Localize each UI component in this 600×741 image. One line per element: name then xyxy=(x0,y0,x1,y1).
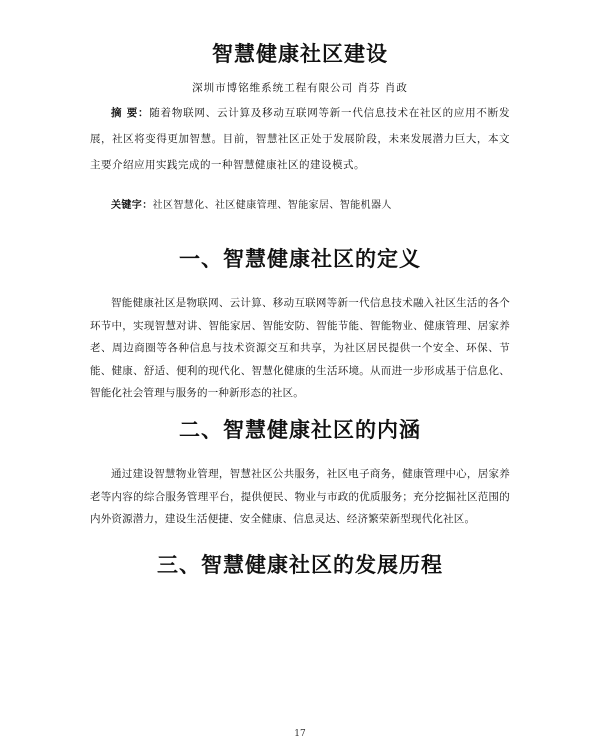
section-heading-definition: 一、智慧健康社区的定义 xyxy=(179,247,421,271)
section-heading-connotation: 二、智慧健康社区的内涵 xyxy=(179,418,421,442)
keywords-label: 关键字： xyxy=(111,200,153,211)
abstract xyxy=(90,100,510,178)
keywords-text: 社区智慧化、社区健康管理、智能家居、智能机器人 xyxy=(152,200,392,211)
section-paragraph-connotation: 通过建设智慧物业管理，智慧社区公共服务，社区电子商务，健康管理中心，居家养老等内容的综合服务管理平台，提供便民、物业与市政的优质服务；充分挖掘社区范围的内外资源潜力，建设生活便捷、安全健康、信息灵达、经济繁荣新型现代化社区。 xyxy=(90,468,510,525)
abstract-label: 摘 要： xyxy=(111,107,150,119)
document-title: 智慧健康社区建设 xyxy=(212,42,388,66)
page-number: 17 xyxy=(294,729,306,739)
author-line: 深圳市博铭维系统工程有限公司 肖芬 肖政 xyxy=(192,82,408,94)
section-heading-history: 三、智慧健康社区的发展历程 xyxy=(157,553,443,577)
section-paragraph-definition: 智能健康社区是物联网、云计算、移动互联网等新一代信息技术融入社区生活的各个环节中，实现智慧对讲、智能家居、智能安防、智能节能、智能物业、健康管理、居家养老、周边商圈等各种信息与技术资源交互和共享，为社区居民提供一个安全、环保、节能、健康、舒适、便利的现代化、智慧化健康的生活环境。从而进一步形成基于信息化、智能化社会管理与服务的一种新形态的社区。 xyxy=(90,297,510,399)
keywords xyxy=(111,196,511,211)
abstract-text: 随着物联网、云计算及移动互联网等新一代信息技术在社区的应用不断发展，社区将变得更加智慧。目前，智慧社区正处于发展阶段，未来发展潜力巨大，本文主要介绍应用实践完成的一种智慧健康社区的建设模式。 xyxy=(90,107,510,171)
